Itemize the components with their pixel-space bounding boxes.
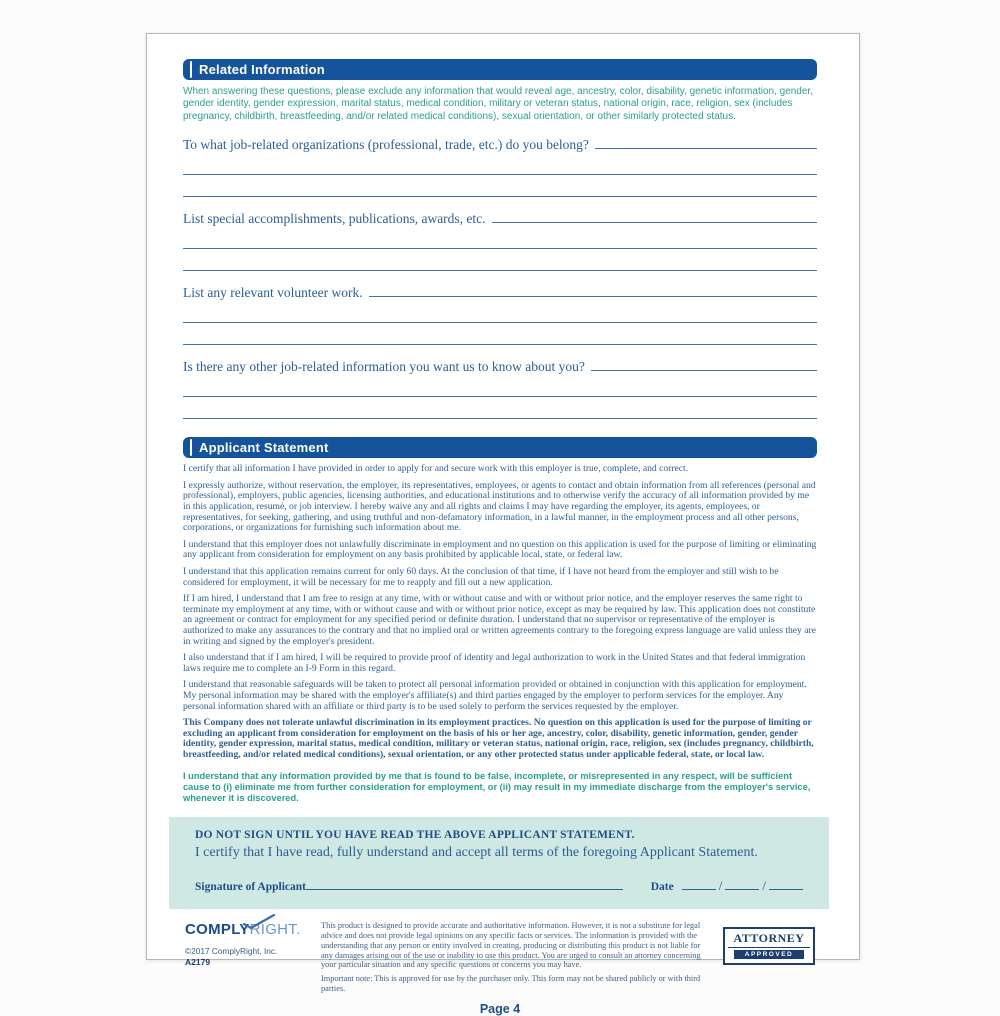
date-separator: / bbox=[718, 878, 723, 894]
date-day-line[interactable] bbox=[725, 877, 759, 890]
form-number: A2179 bbox=[185, 957, 211, 968]
statement-paragraphs bbox=[183, 464, 817, 804]
section-title: Applicant Statement bbox=[199, 440, 329, 456]
questions-list bbox=[183, 135, 817, 419]
answer-line[interactable] bbox=[183, 249, 817, 271]
date-year-line[interactable] bbox=[769, 877, 803, 890]
important-note: Important note: This is approved for use by the purchaser only. This form may not be shared publicly or with third parties. bbox=[321, 973, 701, 993]
question-label: Is there any other job-related information you want us to know about you? bbox=[183, 359, 585, 375]
statement-paragraph: I expressly authorize, without reservation, the employer, its representatives, employees, or agents to contact and obtain information from all references (personal and professional), employers, public agencies, licensing authorities, and educational institutions and to otherwise verify the accuracy of all information provided by me in this application, resumé, or job interview. I hereby waive any and all rights and claims I may have regarding the employer, its agents, employees, or representatives, for seeking, gathering, and using truthful and non-defamatory information, in a lawful manner, in the employment process and all other persons, corporations, or organizations for furnishing such information about me. bbox=[183, 479, 816, 534]
date-separator: / bbox=[762, 878, 766, 894]
related-information-header bbox=[183, 59, 817, 80]
answer-line[interactable] bbox=[183, 397, 817, 419]
date-label: Date bbox=[650, 881, 674, 894]
checkmark-swoosh-icon bbox=[242, 914, 276, 930]
attorney-approved-badge bbox=[723, 927, 815, 965]
legal-disclaimer: This product is designed to provide accurate and authoritative information. However, it is not a substitute for legal advice and does not provide legal opinions on any specific facts or services. The information is provided with the understanding that any person or entity involved in creating, producing or distributing this product is not liable for any damages arising out of the use or inability to use this product. You are urged to consult an attorney concerning your particular situation and any specific questions or concerns you may have. bbox=[321, 921, 701, 970]
statement-paragraph: This Company does not tolerate unlawful discrimination in its employment practices. No question on this application is used for the purpose of limiting or excluding an applicant from consideration for employment on the basis of his or her age, ancestry, color, disability, genetic information, gender, gender identity, gender expression, marital status, medical condition, military or veteran status, national origin, race, religion, sex (includes pregnancy, childbirth, breastfeeding, and/or related medical conditions), sexual orientation, or any other protected status under applicable federal, state, or local law. bbox=[183, 717, 814, 760]
do-not-sign-warning: DO NOT SIGN UNTIL YOU HAVE READ THE ABOVE APPLICANT STATEMENT. bbox=[195, 829, 635, 842]
question-label: List special accomplishments, publications, awards, etc. bbox=[183, 211, 486, 227]
question-label: List any relevant volunteer work. bbox=[183, 285, 363, 301]
statement-paragraph: I understand that any information provided by me that is found to be false, incomplete, or misrepresented in any respect, will be sufficient cause to (i) eliminate me from further consideration for employment, or (ii) may result in my immediate discharge from the employer's service, whenever it is discovered. bbox=[183, 771, 811, 804]
answer-line[interactable] bbox=[595, 135, 817, 149]
question-block bbox=[183, 357, 817, 419]
complyright-logo bbox=[185, 921, 307, 939]
signature-input-line[interactable] bbox=[306, 877, 623, 890]
extra-lines bbox=[183, 375, 817, 419]
extra-lines bbox=[183, 153, 817, 197]
question-block bbox=[183, 283, 817, 345]
copyright-text: ©2017 ComplyRight, Inc. bbox=[185, 946, 278, 957]
answer-line[interactable] bbox=[183, 153, 817, 175]
answer-line[interactable] bbox=[369, 283, 817, 297]
form-page bbox=[146, 33, 860, 1016]
related-information-intro: When answering these questions, please exclude any information that would reveal age, ancestry, color, disability, genetic information, gender, gender identity, gender expression, marital status, medical condition, military or veteran status, national origin, race, religion, sex (includes pregnancy, childbirth, breastfeeding, and/or related medical conditions), sexual orientation, or other similarly protected status. bbox=[183, 86, 813, 122]
applicant-statement-header bbox=[183, 437, 817, 458]
statement-paragraph: I understand that reasonable safeguards will be taken to protect all personal information provided or obtained in conjunction with this application for employment. My personal information may be shared with the employer's affiliate(s) and third parties engaged by the employer to perform services for the employer. Any personal information shared with an affiliate or third party is to be used solely to perform the services requested by the employer. bbox=[183, 679, 807, 712]
statement-paragraph: I understand that this employer does not unlawfully discriminate in employment and no question on this application is used for the purpose of limiting or eliminating any applicant from consideration for employment on any basis prohibited by applicable local, state, or federal law. bbox=[183, 538, 817, 561]
extra-lines bbox=[183, 301, 817, 345]
badge-attorney-text: ATTORNEY bbox=[728, 931, 810, 948]
answer-line[interactable] bbox=[492, 209, 817, 223]
answer-line[interactable] bbox=[183, 323, 817, 345]
extra-lines bbox=[183, 227, 817, 271]
answer-line[interactable] bbox=[183, 301, 817, 323]
date-month-line[interactable] bbox=[682, 877, 716, 890]
answer-line[interactable] bbox=[183, 227, 817, 249]
badge-approved-ribbon: APPROVED bbox=[734, 950, 805, 959]
answer-line[interactable] bbox=[183, 175, 817, 197]
logo-text-comply: COMPLY bbox=[185, 921, 250, 939]
statement-paragraph: I understand that this application remains current for only 60 days. At the conclusion of that time, if I have not heard from the employer and still wish to be considered for employment, it will be necessary for me to reapply and fill out a new application. bbox=[183, 565, 779, 588]
page-number: Page 4 bbox=[479, 1002, 521, 1016]
answer-line[interactable] bbox=[183, 375, 817, 397]
question-label: To what job-related organizations (professional, trade, etc.) do you belong? bbox=[183, 137, 589, 153]
signature-box bbox=[169, 817, 829, 909]
question-block bbox=[183, 209, 817, 271]
answer-line[interactable] bbox=[591, 357, 817, 371]
logo-text-right: RIGHT. bbox=[249, 921, 301, 939]
signature-label: Signature of Applicant bbox=[195, 881, 306, 894]
footer bbox=[183, 921, 817, 993]
statement-paragraph: I certify that all information I have provided in order to apply for and secure work with this employer is true, complete, and correct. bbox=[183, 463, 689, 475]
statement-paragraph: If I am hired, I understand that I am free to resign at any time, with or without cause and with or without prior notice, and the employer reserves the same right to terminate my employment at any time, with or without cause and with or without prior notice, except as may be required by law. This application does not constitute an agreement or contract for employment for any specified period or definite duration. I understand that no supervisor or representative of the employer is authorized to make any assurances to the contrary and that no implied oral or written agreements contrary to the foregoing express language are valid unless they are in writing and signed by the employer's president. bbox=[183, 593, 816, 647]
section-title: Related Information bbox=[199, 62, 325, 77]
certify-statement: I certify that I have read, fully understand and accept all terms of the foregoing Applicant Statement. bbox=[195, 845, 758, 861]
statement-paragraph: I also understand that if I am hired, I will be required to provide proof of identity and legal authorization to work in the United States and that federal immigration laws require me to complete an I-9 Form in this regard. bbox=[183, 652, 806, 674]
question-block bbox=[183, 135, 817, 197]
